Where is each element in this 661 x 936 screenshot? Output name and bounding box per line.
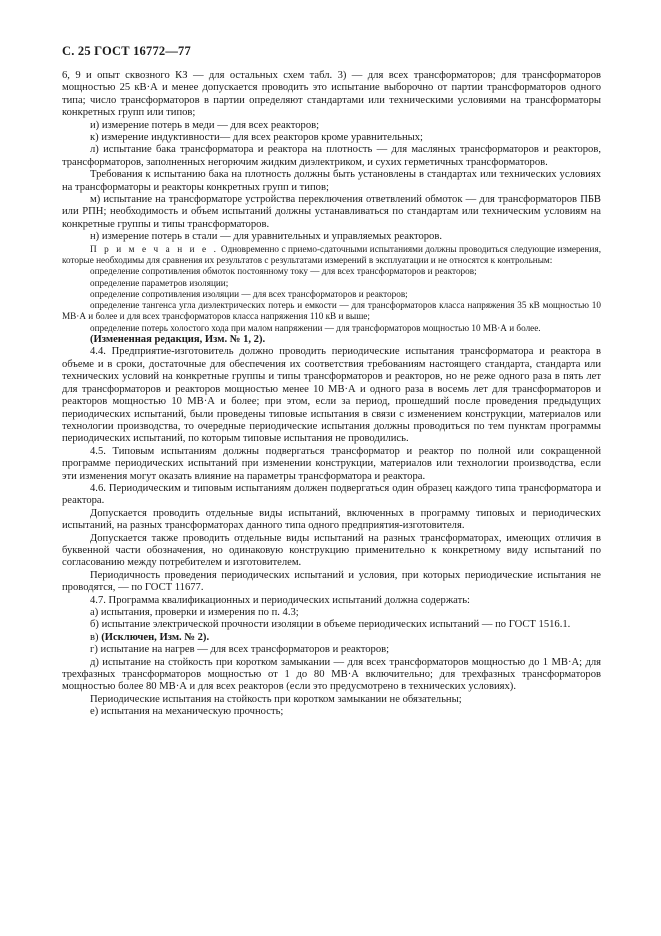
text-paragraph (62, 570, 601, 595)
paragraph-text: 6, 9 и опыт сквозного КЗ — для остальных схем табл. 3) — для всех трансформаторов; для трансформаторов мощностью 25 кВ·А и менее допускается проводить это испытание выборочно от партии трансформаторов одного типа; число трансформаторов в партии определяют стандартами или техническими условиями на трансформаторы конкретных групп или типов; (62, 70, 601, 119)
paragraph-text: определение потерь холостого хода при малом напряжении — для трансформаторов мощностью 10 МВ·А и более. (90, 322, 541, 333)
paragraph-text: определение сопротивления изоляции — для всех трансформаторов и реакторов; (90, 288, 408, 299)
note-paragraph (62, 244, 601, 267)
paragraph-text: 4.4. Предприятие-изготовитель должно проводить периодические испытания трансформатора и реактора в объеме и в сроки, достаточные для обеспечения их соответствия требованиям настоящего стандарта, стандарта или технических условий на конкретные группы и типы трансформаторов и реакторов, но не реже одного раза в пять лет для трансформаторов и реакторов мощностью менее 10 МВ·А и одного раза в восемь лет для трансформаторов и реакторов мощностью 10 МВ·А и более; при этом, если за период, прошедший после проведения предыдущих периодических испытаний, были проведены типовые испытания в связи с изменением конструкции, материалов или технологии производства, то очередные периодические испытания должны проводиться по тем пунктам программы периодических испытаний, по которым типовые испытания не проводились. (62, 346, 601, 445)
paragraph-text: 4.5. Типовым испытаниям должны подвергаться трансформатор и реактор по полной или сокращенной программе периодических испытаний при изменении конструкции, материалов или технологии производства, если эти изменения могут оказать влияние на параметры трансформатора и реактора. (62, 445, 601, 482)
document-body (62, 70, 601, 719)
paragraph-text: (Измененная редакция, Изм. № 1, 2). (90, 334, 266, 346)
paragraph-text: б) испытание электрической прочности изоляции в объеме периодических испытаний — по ГОСТ 1516.1. (90, 619, 571, 631)
note-paragraph (62, 300, 601, 323)
paragraph-text: Допускается проводить отдельные виды испытаний, включенных в программу типовых и периодических испытаний, на разных трансформаторах данного типа одного предприятия-изготовителя. (62, 507, 601, 532)
text-paragraph (62, 706, 601, 718)
text-paragraph (62, 334, 601, 346)
text-paragraph (62, 632, 601, 644)
text-paragraph (62, 533, 601, 570)
text-paragraph (62, 346, 601, 445)
text-paragraph (62, 144, 601, 169)
text-paragraph (62, 508, 601, 533)
paragraph-text: и) измерение потерь в меди — для всех реакторов; (90, 119, 320, 131)
paragraph-text: (Исключен, Изм. № 2). (101, 631, 210, 643)
paragraph-text: л) испытание бака трансформатора и реактора на плотность — для масляных трансформаторов и реакторов, трансформаторов, заполненных негорючим жидким диэлектриком, и сухих герметичных трансформаторов. (62, 144, 601, 168)
text-paragraph (62, 70, 601, 120)
text-paragraph (62, 607, 601, 619)
paragraph-text: Требования к испытанию бака на плотность должны быть установлены в стандартах или технических условиях на трансформаторы и реакторы конкретных групп и типов; (62, 169, 601, 193)
text-paragraph (62, 657, 601, 694)
text-paragraph (62, 446, 601, 483)
paragraph-text: Одновременно с приемо-сдаточными испытаниями должны проводиться следующие измерения, которые необходимы для сравнения их результатов с результатами измерений в эксплуатации и не относятся к контрольным: (62, 243, 601, 265)
paragraph-text: определение сопротивления обмоток постоянному току — для всех трансформаторов и реакторов; (90, 266, 477, 277)
paragraph-text: м) испытание на трансформаторе устройства переключения ответвлений обмоток — для трансформаторов ПБВ или РПН; необходимость и объем испытаний должны устанавливаться по стандартам или техническим условиям на конкретные группы и типы трансформаторов. (62, 194, 601, 230)
paragraph-text: д) испытание на стойкость при коротком замыкании — для всех трансформаторов мощностью до 1 МВ·А; для трехфазных трансформаторов мощностью от 1 до 80 МВ·А включительно; для трехфазных трансформаторов мощностью более 80 МВ·А и для всех реакторов (если это предусмотрено в технических условиях). (62, 656, 601, 693)
paragraph-text: определение тангенса угла диэлектрических потерь и емкости — для трансформаторов класса напряжения 35 кВ мощностью 10 МВ·А и более и для всех трансформаторов класса напряжения 110 кВ и выше; (62, 300, 601, 322)
text-paragraph (62, 483, 601, 508)
text-paragraph (62, 132, 601, 144)
paragraph-text: а) испытания, проверки и измерения по п. 4.3; (90, 607, 299, 618)
paragraph-text: е) испытания на механическую прочность; (90, 706, 284, 718)
paragraph-text: 4.7. Программа квалификационных и периодических испытаний должна содержать: (90, 594, 470, 606)
text-paragraph (62, 694, 601, 706)
paragraph-text: Периодичность проведения периодических испытаний и условия, при которых периодические испытания не проводятся, — по ГОСТ 11677. (62, 569, 601, 594)
paragraph-text: определение параметров изоляции; (90, 277, 229, 288)
text-paragraph (62, 595, 601, 607)
text-paragraph (62, 619, 601, 631)
note-paragraph (62, 266, 601, 277)
paragraph-label: в) (90, 631, 102, 643)
text-paragraph (62, 194, 601, 231)
paragraph-text: Периодические испытания на стойкость при коротком замыкании не обязательны; (90, 693, 462, 705)
text-paragraph (62, 169, 601, 194)
text-paragraph (62, 231, 601, 243)
page-header: С. 25 ГОСТ 16772—77 (62, 44, 191, 58)
note-paragraph (62, 323, 601, 334)
paragraph-text: 4.6. Периодическим и типовым испытаниям должен подвергаться один образец каждого типа трансформатора и реактора. (62, 482, 601, 507)
note-paragraph (62, 289, 601, 300)
paragraph-text: к) измерение индуктивности— для всех реакторов кроме уравнительных; (90, 132, 423, 144)
paragraph-text: г) испытание на нагрев — для всех трансформаторов и реакторов; (90, 644, 390, 656)
paragraph-label: П р и м е ч а н и е . (90, 243, 219, 254)
paragraph-text: н) измерение потерь в стали — для уравнительных и управляемых реакторов. (90, 231, 442, 243)
note-paragraph (62, 278, 601, 289)
text-paragraph (62, 644, 601, 656)
paragraph-text: Допускается также проводить отдельные виды испытаний на разных трансформаторах, имеющих отличия в буквенной части обозначения, но одинаковую конструкцию применительно к конкретному виду испытаний по согласованию между потребителем и изготовителем. (62, 532, 601, 569)
text-paragraph (62, 120, 601, 132)
